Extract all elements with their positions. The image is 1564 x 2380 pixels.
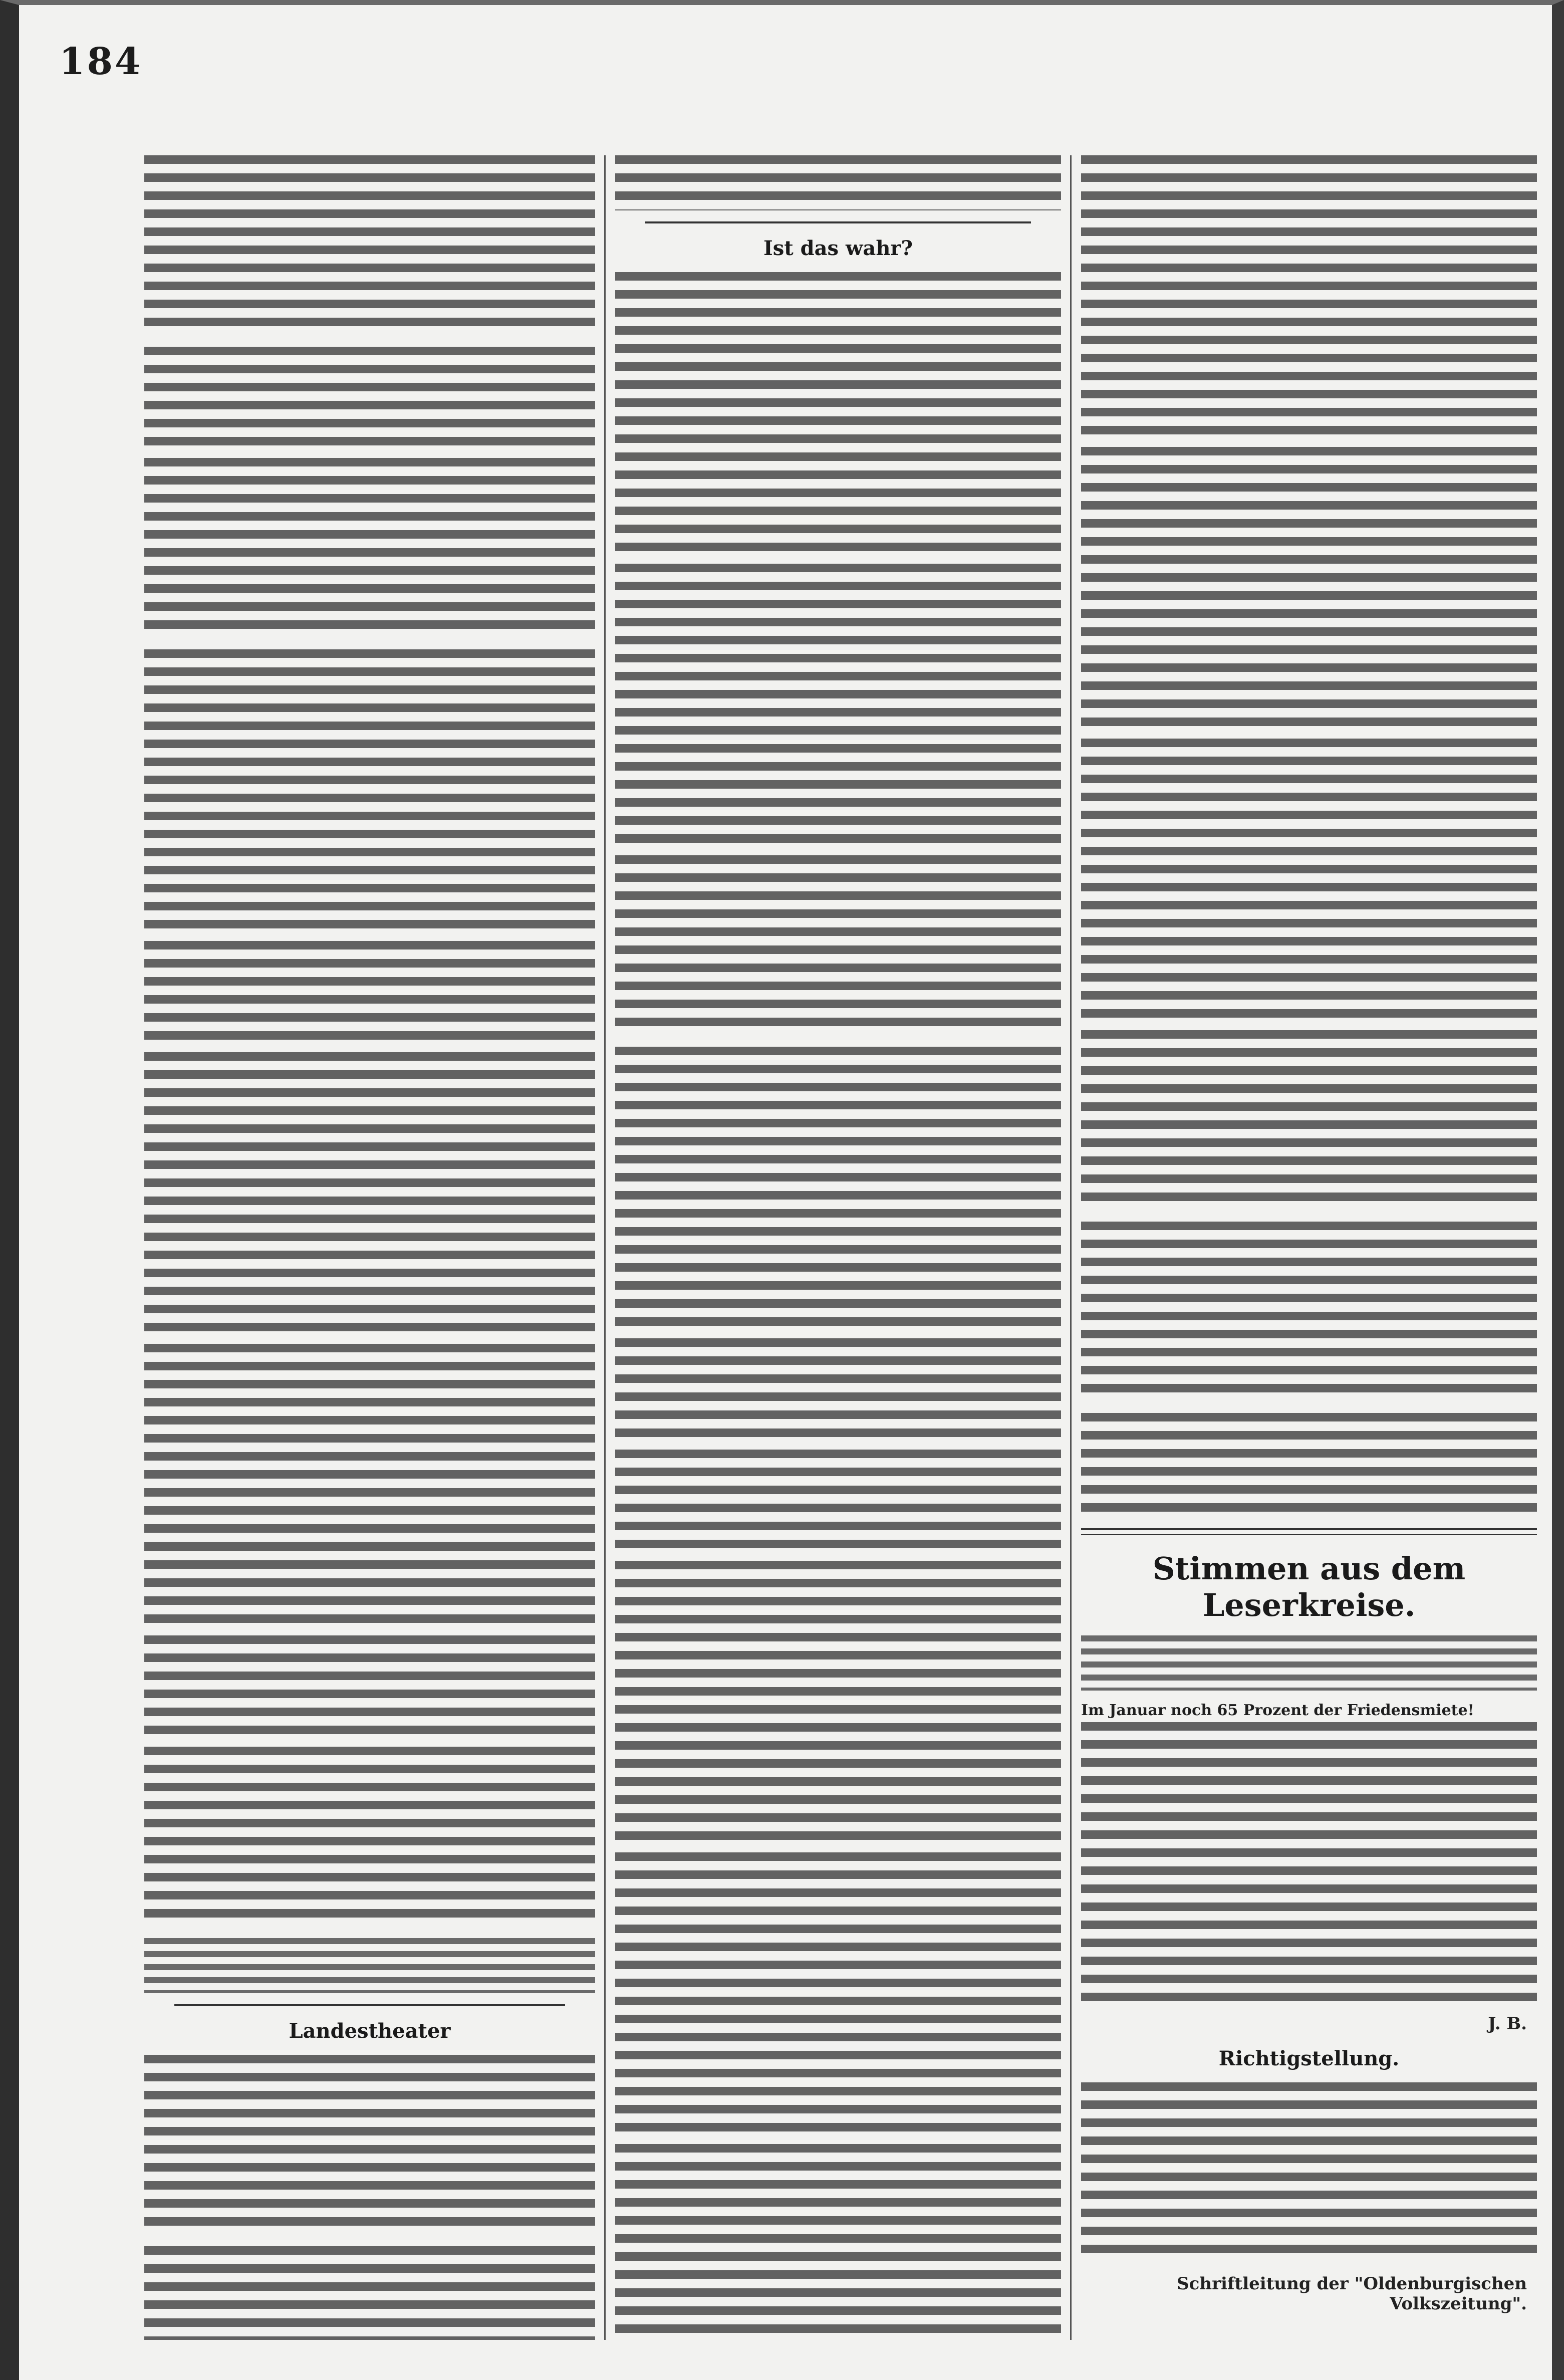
article-text [615, 1450, 1061, 1550]
article-text [1081, 739, 1537, 1019]
article-text [144, 1052, 595, 1333]
column-divider [604, 155, 606, 2340]
article-text [1081, 1222, 1537, 1402]
column-divider [1070, 155, 1072, 2340]
section-rule [645, 221, 1031, 223]
column-middle [615, 155, 1061, 2340]
article-text [615, 1047, 1061, 1327]
article-text [615, 1852, 1061, 2133]
article-text [615, 272, 1061, 553]
column-left [144, 155, 595, 2340]
article-text [1081, 1413, 1537, 1513]
article-text [144, 2055, 595, 2235]
editorial-disclaimer [1081, 1635, 1537, 1691]
column-right [1081, 155, 1537, 2340]
article-text [144, 1747, 595, 1927]
article-text [615, 855, 1061, 1036]
article-text [144, 2246, 595, 2340]
reader-letter-signature: J. B. [1488, 2014, 1527, 2034]
section-heading-theater: Landestheater [289, 2019, 451, 2043]
article-text [144, 941, 595, 1041]
correction-text [1081, 2082, 1537, 2263]
article-text [615, 2144, 1061, 2340]
reader-letter-heading: Im Januar noch 65 Prozent der Friedensmiete! [1081, 1702, 1474, 1719]
article-text [144, 458, 595, 638]
article-text [144, 1635, 595, 1736]
article-text [144, 1938, 595, 1993]
section-heading-rumor: Ist das wahr? [763, 236, 913, 260]
article-text [1081, 1030, 1537, 1211]
article-text [144, 1344, 595, 1624]
article-text [615, 1338, 1061, 1439]
section-rule [174, 2004, 565, 2006]
section-heading-readers: Stimmen aus dem Leserkreise. [1152, 1550, 1466, 1623]
section-heading-correction: Richtigstellung. [1218, 2047, 1400, 2070]
page-number: 184 [59, 40, 143, 83]
article-text [1081, 155, 1537, 436]
article-text [1081, 447, 1537, 728]
article-text [144, 649, 595, 930]
article-text [615, 564, 1061, 844]
article-text [615, 1561, 1061, 1841]
article-text [144, 347, 595, 447]
article-text [144, 155, 595, 336]
reader-letter-text [1081, 1722, 1537, 2003]
section-rule [1081, 1528, 1537, 1535]
article-text [615, 155, 1061, 210]
correction-signature: Schriftleitung der "Oldenburgischen Volkszeitung". [1177, 2274, 1527, 2314]
